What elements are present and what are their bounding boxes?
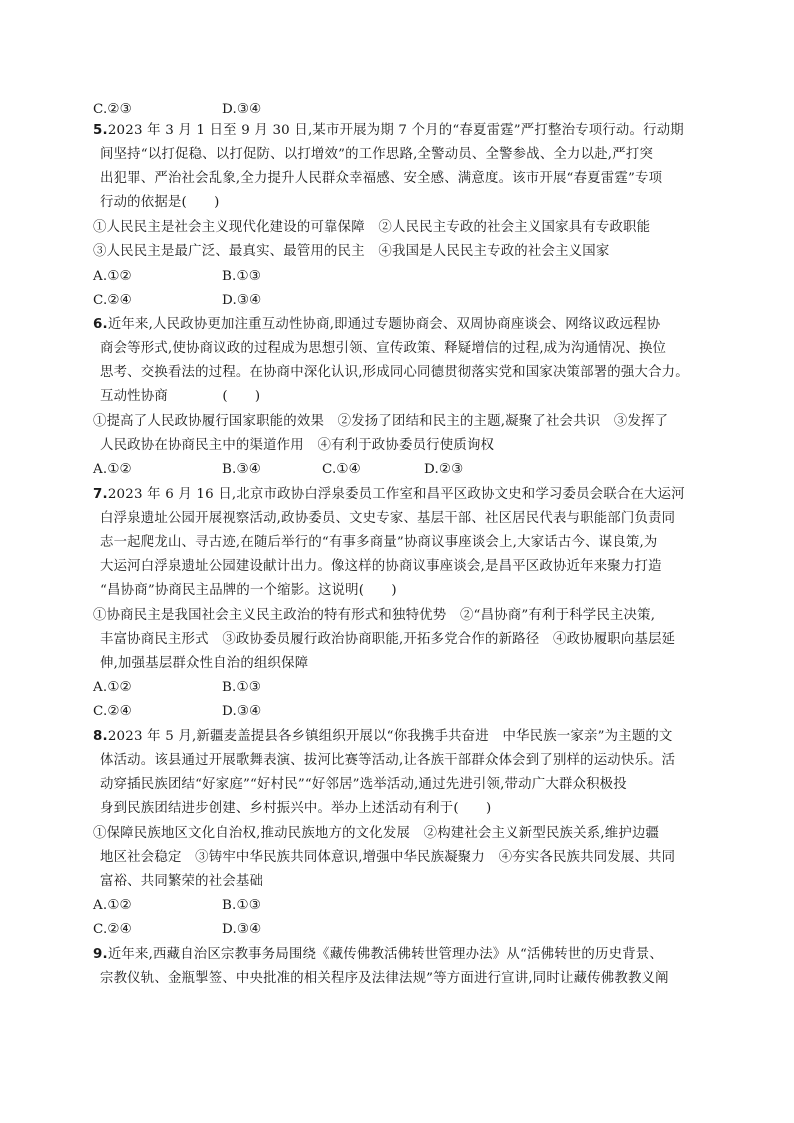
q6-text-1: 近年来,人民政协更加注重互动性协商,即通过专题协商会、双周协商座谈会、网络议政远程协 — [107, 317, 661, 332]
q7-statement-1: ①协商民主是我国社会主义民主政治的特有形式和独特优势 ②“昌协商”有利于科学民主决策, — [93, 608, 656, 623]
q8-line-4: 身到民族团结进步创建、乡村振兴中。举办上述活动有利于( ) — [100, 801, 492, 816]
q6-line-1 — [93, 315, 660, 335]
q6-number: 6. — [93, 317, 108, 332]
q6-option-d: D.②③ — [424, 462, 464, 477]
q5-line-1 — [93, 121, 684, 141]
q9-number: 9. — [93, 947, 108, 962]
q5-option-c: C.②④ — [93, 293, 132, 308]
q7-line-5: “昌协商”协商民主品牌的一个缩影。这说明( ) — [100, 583, 397, 598]
q7-line-4: 大运河白浮泉遗址公园建设献计出力。像这样的协商议事座谈会,是昌平区政协近年来聚力打造 — [100, 559, 662, 574]
q7-statement-3: 伸,加强基层群众性自治的组织保障 — [100, 656, 309, 671]
q9-line-2: 宗教仪轨、金瓶掣签、中央批准的相关程序及法律法规”等方面进行宣讲,同时让藏传佛教教义阐 — [100, 971, 669, 986]
q7-number: 7. — [93, 487, 108, 502]
q6-line-4: 互动性协商 ( ) — [100, 389, 261, 404]
q5-option-a: A.①② — [93, 269, 132, 284]
q8-option-c: C.②④ — [93, 922, 132, 937]
q9-line-1 — [93, 945, 663, 965]
q7-option-b: B.①③ — [222, 680, 261, 695]
q5-line-3: 出犯罪、严治社会乱象,全力提升人民群众幸福感、安全感、满意度。该市开展“春夏雷霆”专项 — [100, 171, 663, 186]
q5-statement-2: ③人民民主是最广泛、最真实、最管用的民主 ④我国是人民民主专政的社会主义国家 — [93, 244, 610, 259]
q7-option-d: D.③④ — [222, 704, 262, 719]
q6-statement-1: ①提高了人民政协履行国家职能的效果 ②发扬了团结和民主的主题,凝聚了社会共识 ③发挥了 — [93, 414, 669, 429]
q6-option-c: C.①④ — [322, 462, 361, 477]
q8-option-b: B.①③ — [222, 898, 261, 913]
option-c: C.②③ — [93, 102, 132, 117]
q8-option-d: D.③④ — [222, 922, 262, 937]
q8-statement-1: ①保障民族地区文化自治权,推动民族地方的文化发展 ②构建社会主义新型民族关系,维护边疆 — [93, 826, 660, 841]
q8-line-3: 动穿插民族团结“好家庭”“好村民”“好邻居”选举活动,通过先进引领,带动广大群众积极投 — [100, 777, 627, 792]
q5-option-d: D.③④ — [222, 293, 262, 308]
q9-text-1: 近年来,西藏自治区宗教事务局围绕《藏传佛教活佛转世管理办法》从“活佛转世的历史背景、 — [107, 947, 663, 962]
q8-option-a: A.①② — [93, 898, 132, 913]
q6-option-a: A.①② — [93, 462, 132, 477]
q5-statement-1: ①人民民主是社会主义现代化建设的可靠保障 ②人民民主专政的社会主义国家具有专政职能 — [93, 220, 651, 235]
q6-statement-2: 人民政协在协商民主中的渠道作用 ④有利于政协委员行使质询权 — [100, 438, 495, 453]
q5-number: 5. — [93, 123, 108, 138]
q7-option-c: C.②④ — [93, 704, 132, 719]
q7-text-1: 2023 年 6 月 16 日,北京市政协白浮泉委员工作室和昌平区政协文史和学习委员会联合在大运河 — [107, 487, 685, 502]
q5-text-1: 2023 年 3 月 1 日至 9 月 30 日,某市开展为期 7 个月的“春夏雷霆”严打整治专项行动。行动期 — [107, 123, 684, 138]
q7-line-3: 志一起爬龙山、寻古迹,在随后举行的“有事多商量”协商议事座谈会上,大家话古今、谋良策,为 — [100, 535, 658, 550]
q7-line-2: 白浮泉遗址公园开展视察活动,政协委员、文史专家、基层干部、社区居民代表与职能部门负责同 — [100, 511, 676, 526]
q5-line-2: 间坚持“以打促稳、以打促防、以打增效”的工作思路,全警动员、全警参战、全力以赴,严打突 — [100, 147, 654, 162]
q8-statement-2: 地区社会稳定 ③铸牢中华民族共同体意识,增强中华民族凝聚力 ④夯实各民族共同发展、共同 — [100, 850, 676, 865]
q8-text-1: 2023 年 5 月,新疆麦盖提县各乡镇组织开展以“你我携手共奋进 中华民族一家亲”为主题的文 — [107, 729, 673, 744]
q6-option-b: B.③④ — [222, 462, 261, 477]
q7-statement-2: 丰富协商民主形式 ③政协委员履行政治协商职能,开拓多党合作的新路径 ④政协履职向基层延 — [100, 632, 676, 647]
q8-line-2: 体活动。该县通过开展歌舞表演、拔河比赛等活动,让各族干部群众体会到了别样的运动快乐。活 — [100, 753, 676, 768]
q5-option-b: B.①③ — [222, 269, 261, 284]
q7-option-a: A.①② — [93, 680, 132, 695]
q7-line-1 — [93, 485, 685, 505]
q8-number: 8. — [93, 729, 108, 744]
q6-line-3: 思考、交换看法的过程。在协商中深化认识,形成同心同德贯彻落实党和国家决策部署的强大合力。 — [100, 365, 689, 380]
q8-line-1 — [93, 727, 673, 747]
q6-line-2: 商会等形式,使协商议政的过程成为思想引领、宣传政策、释疑增信的过程,成为沟通情况、换位 — [100, 341, 667, 356]
q5-line-4: 行动的依据是( ) — [100, 195, 220, 210]
q8-statement-3: 富裕、共同繁荣的社会基础 — [100, 874, 264, 889]
option-d: D.③④ — [222, 102, 262, 117]
